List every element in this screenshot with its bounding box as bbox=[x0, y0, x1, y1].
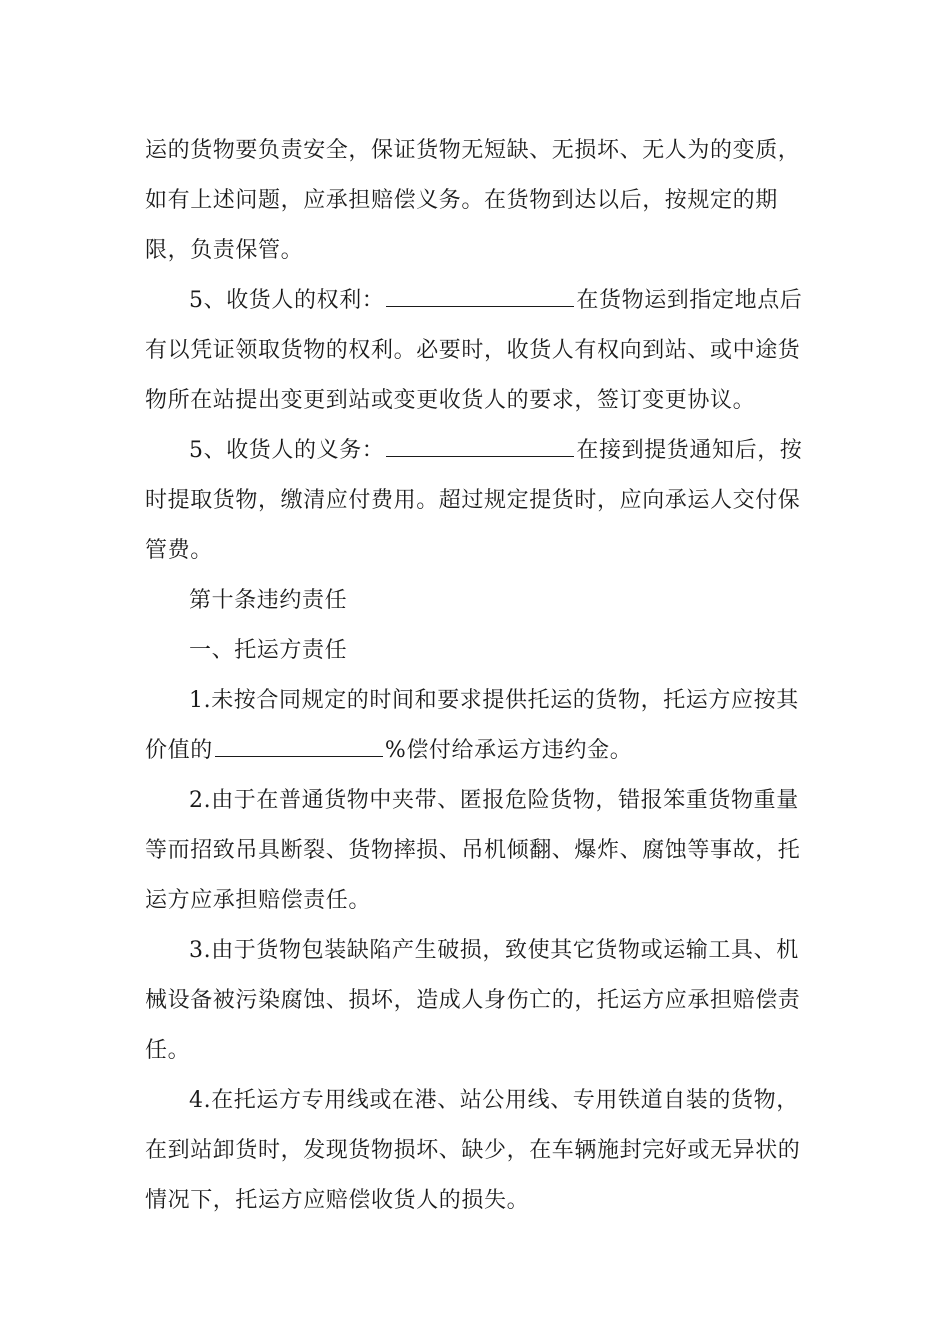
consignee-rights-text: 在货物运到指定地点后有以凭证领取货物的权利。必要时，收货人有权向到站、或中途货物所在站提出变更到站或变更收货人的要求，签订变更协议。 bbox=[145, 288, 803, 413]
clause-3: 3.由于货物包装缺陷产生破损，致使其它货物或运输工具、机械设备被污染腐蚀、损坏，造成人身伤亡的，托运方应承担赔偿责任。 bbox=[145, 938, 801, 1063]
section-heading-shipper-liability: 一、托运方责任 bbox=[189, 638, 348, 663]
document-body bbox=[145, 126, 810, 1226]
fill-in-blank-obligations bbox=[386, 436, 574, 457]
consignee-obligations-text: 在接到提货通知后，按时提取货物，缴清应付费用。超过规定提货时，应向承运人交付保管费。 bbox=[145, 438, 803, 563]
fill-in-blank-percentage bbox=[215, 736, 383, 757]
clause-4: 4.在托运方专用线或在港、站公用线、专用铁道自装的货物，在到站卸货时，发现货物损坏、缺少，在车辆施封完好或无异状的情况下，托运方应赔偿收货人的损失。 bbox=[145, 1088, 801, 1213]
paragraph-consignee-obligations bbox=[145, 426, 810, 576]
fill-in-blank-rights bbox=[386, 286, 574, 307]
paragraph-carrier-duty-continued: 运的货物要负责安全，保证货物无短缺、无损坏、无人为的变质，如有上述问题，应承担赔偿义务。在货物到达以后，按规定的期限，负责保管。 bbox=[145, 138, 801, 263]
clause-2: 2.由于在普通货物中夹带、匿报危险货物，错报笨重货物重量等而招致吊具断裂、货物摔损、吊机倾翻、爆炸、腐蚀等事故，托运方应承担赔偿责任。 bbox=[145, 788, 801, 913]
clause-1-tail: %偿付给承运方违约金。 bbox=[384, 738, 633, 763]
paragraph-consignee-rights bbox=[145, 276, 810, 426]
article-heading-breach-liability: 第十条违约责任 bbox=[189, 588, 348, 613]
consignee-rights-label: 5、收货人的权利： bbox=[189, 288, 385, 313]
clause-1-text: 1.未按合同规定的时间和要求提供托运的货物，托运方应按其价值的 bbox=[145, 688, 799, 763]
clause-1 bbox=[145, 676, 810, 776]
consignee-obligations-label: 5、收货人的义务： bbox=[189, 438, 385, 463]
